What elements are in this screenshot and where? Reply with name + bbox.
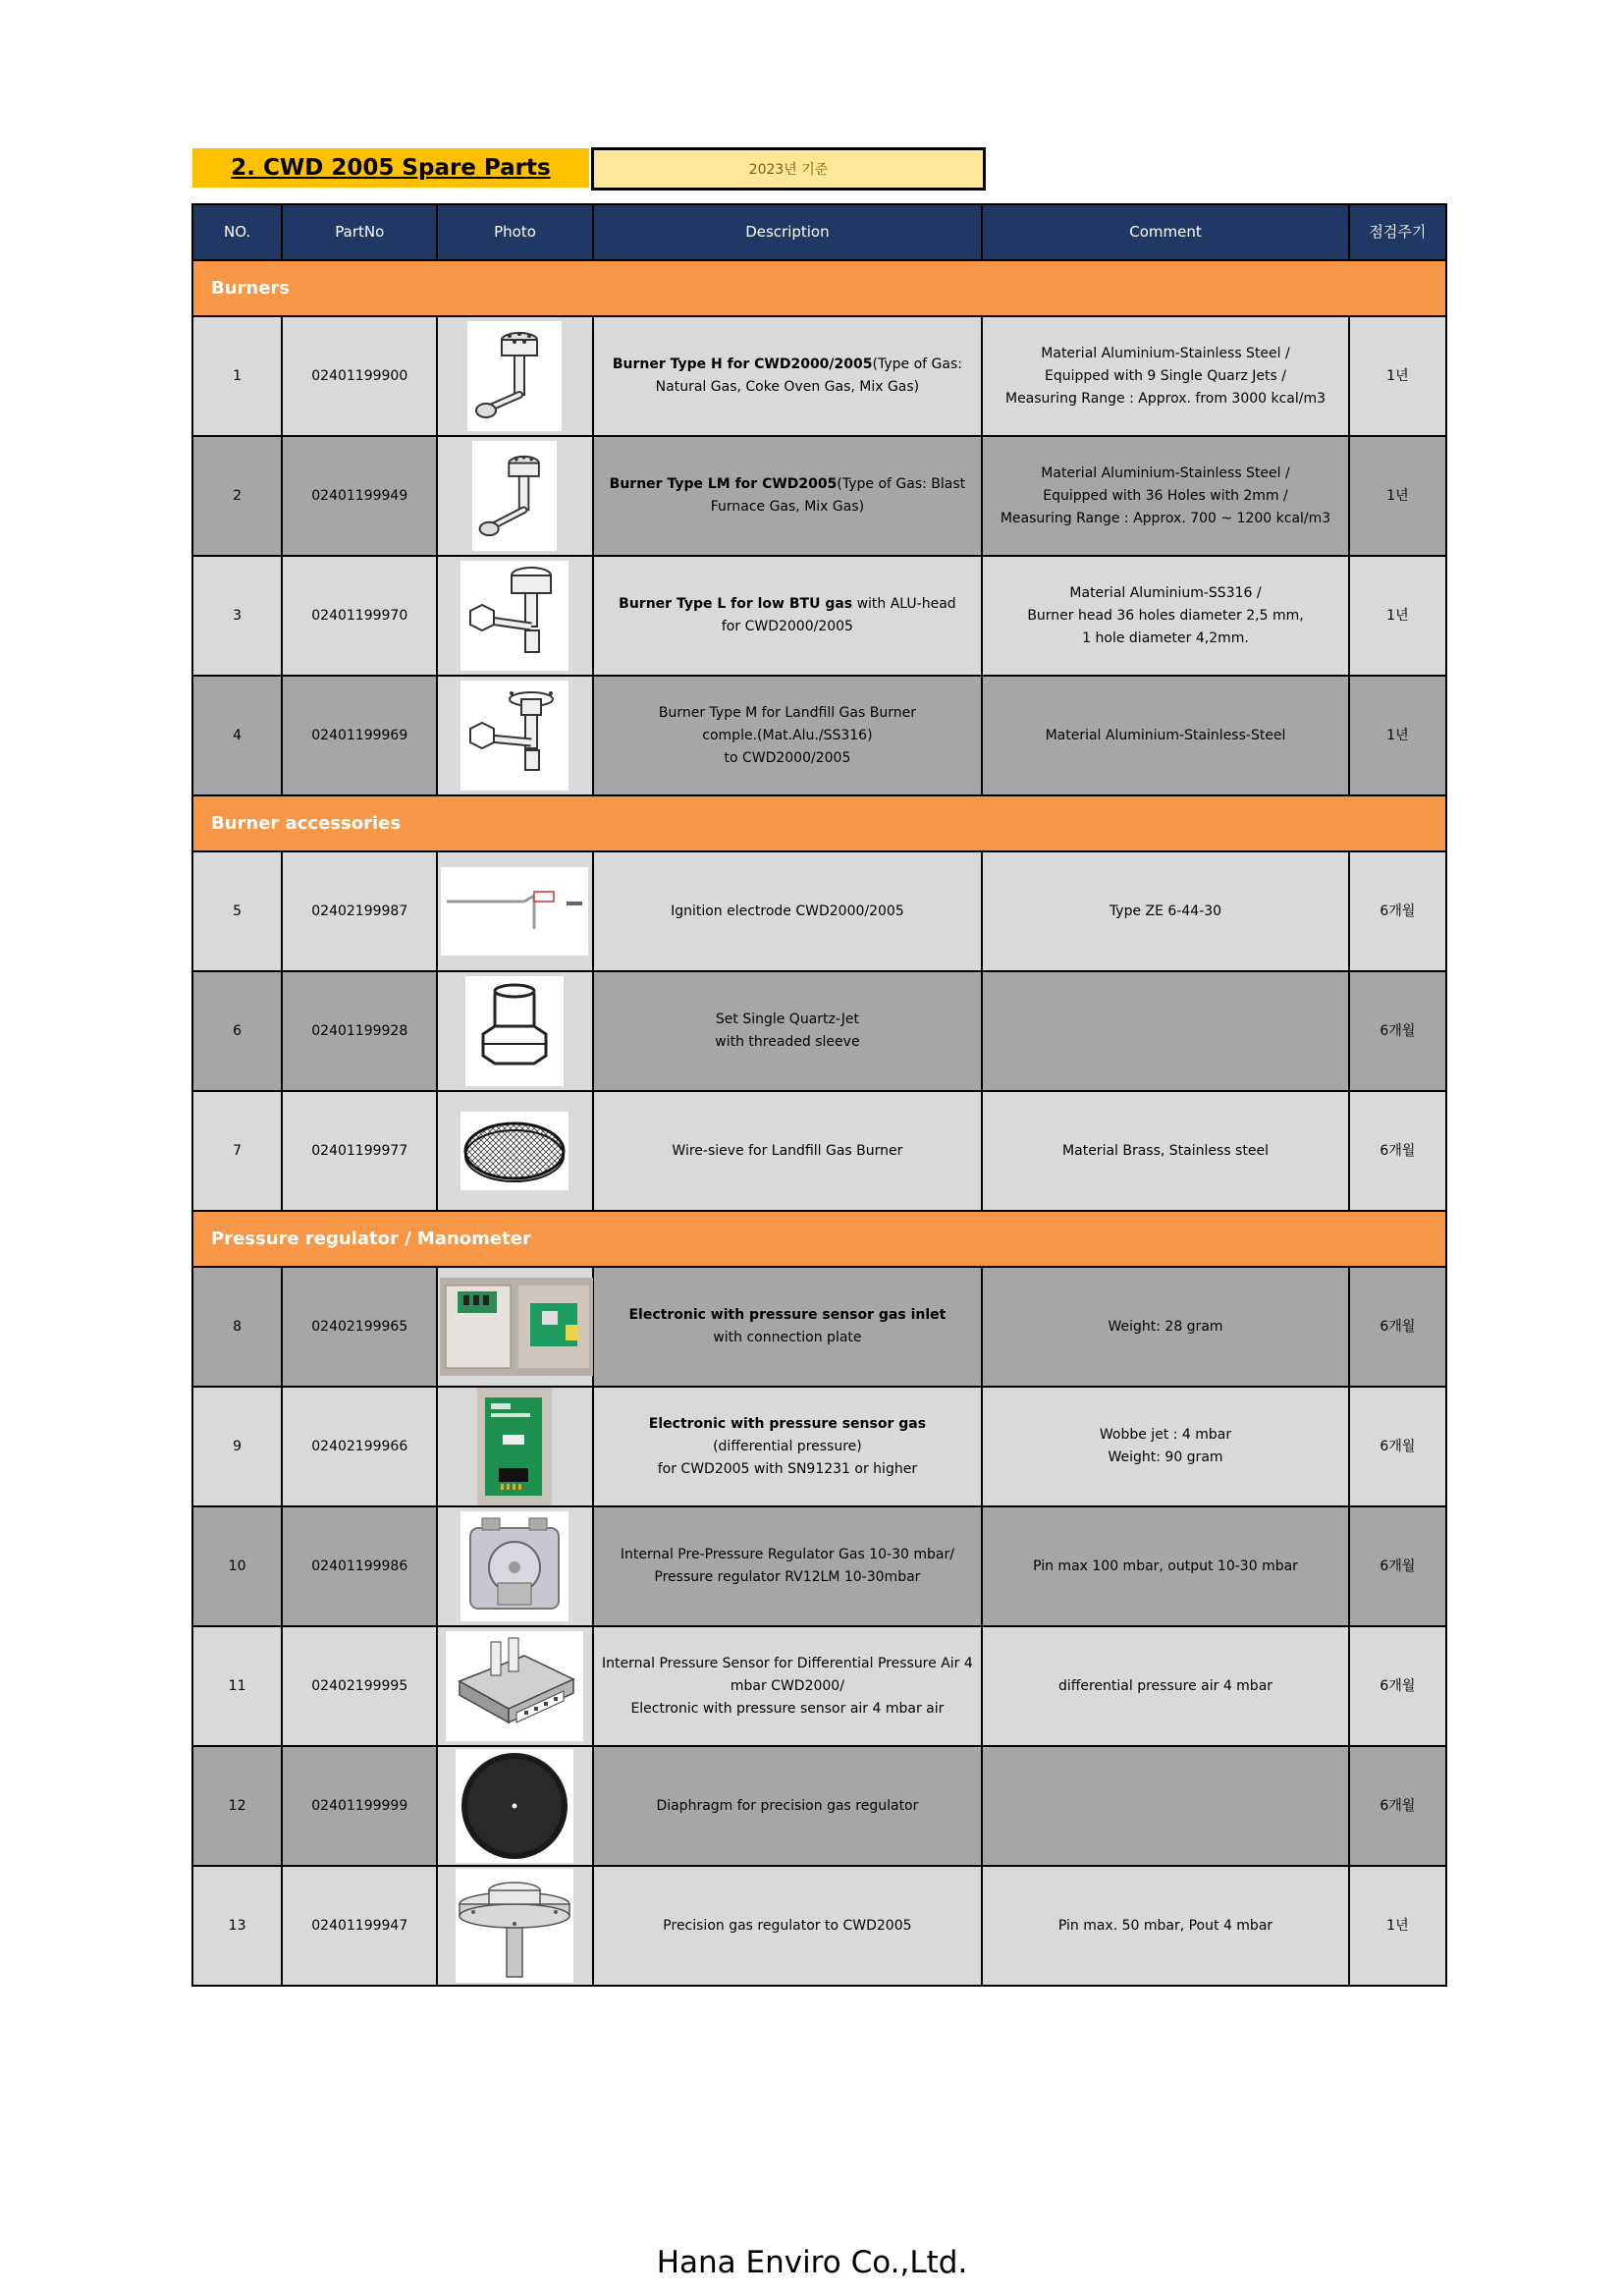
table-row: [192, 676, 1446, 795]
quartz-jet-icon: [465, 976, 564, 1086]
item-description: [593, 1746, 983, 1866]
item-no: 1: [192, 316, 282, 436]
item-no: 3: [192, 556, 282, 676]
item-comment: Material Aluminium-Stainless Steel / Equipped with 36 Holes with 2mm / Measuring Range : Approx. 700 ~ 1200 kcal/m3: [982, 436, 1349, 556]
category-label: Burners: [192, 260, 1446, 316]
item-description: [593, 1506, 983, 1626]
item-part-no: 02401199949: [282, 436, 437, 556]
item-interval: 6개월: [1349, 1626, 1446, 1746]
burner-lm-icon: [472, 441, 557, 551]
item-photo: [437, 1091, 592, 1211]
item-photo: [437, 676, 592, 795]
description-text: Precision gas regulator to CWD2005: [663, 1917, 912, 1934]
item-no: 8: [192, 1267, 282, 1387]
category-row-burners: [192, 260, 1446, 316]
pressure-regulator-icon: [460, 1511, 568, 1621]
item-part-no: 02402199987: [282, 851, 437, 971]
item-interval: 6개월: [1349, 1746, 1446, 1866]
table-row: [192, 1866, 1446, 1986]
item-interval: 1년: [1349, 436, 1446, 556]
item-description: [593, 316, 983, 436]
item-part-no: 02401199977: [282, 1091, 437, 1211]
table-row: [192, 971, 1446, 1091]
item-comment: Pin max 100 mbar, output 10-30 mbar: [982, 1506, 1349, 1626]
item-photo: [437, 851, 592, 971]
category-row-burner-accessories: [192, 795, 1446, 851]
item-photo: [437, 1267, 592, 1387]
item-no: 6: [192, 971, 282, 1091]
item-part-no: 02401199999: [282, 1746, 437, 1866]
col-header-interval: 점검주기: [1349, 204, 1446, 260]
item-comment: Type ZE 6-44-30: [982, 851, 1349, 971]
item-part-no: 02401199986: [282, 1506, 437, 1626]
pressure-sensor-icon: [446, 1631, 583, 1741]
table-row: [192, 1387, 1446, 1506]
table-row: [192, 1746, 1446, 1866]
spare-parts-table: [191, 203, 1447, 1987]
col-header-no: NO.: [192, 204, 282, 260]
col-header-partno: PartNo: [282, 204, 437, 260]
item-interval: 6개월: [1349, 1387, 1446, 1506]
item-comment: [982, 971, 1349, 1091]
item-part-no: 02402199966: [282, 1387, 437, 1506]
table-row: [192, 1626, 1446, 1746]
item-interval: 1년: [1349, 1866, 1446, 1986]
description-text: Diaphragm for precision gas regulator: [656, 1797, 919, 1814]
description-text: with connection plate: [713, 1330, 862, 1345]
item-part-no: 02401199970: [282, 556, 437, 676]
table-row: [192, 316, 1446, 436]
precision-regulator-icon: [456, 1869, 573, 1983]
item-description: [593, 1091, 983, 1211]
page-title: 2. CWD 2005 Spare Parts: [231, 155, 551, 181]
item-comment: Material Aluminium-SS316 / Burner head 36 holes diameter 2,5 mm, 1 hole diameter 4,2mm.: [982, 556, 1349, 676]
description-bold: Burner Type L for low BTU gas: [619, 596, 853, 612]
item-comment: Material Aluminium-Stainless Steel / Equipped with 9 Single Quarz Jets / Measuring Range : Approx. from 3000 kcal/m3: [982, 316, 1349, 436]
description-text: Set Single Quartz-Jet with threaded sleeve: [715, 1011, 860, 1050]
circuit-board-icon: [477, 1389, 552, 1504]
description-text: Internal Pressure Sensor for Differential Pressure Air 4 mbar CWD2000/ Electronic with pressure sensor air 4 mbar air: [602, 1655, 973, 1717]
item-photo: [437, 1506, 592, 1626]
item-photo: [437, 1626, 592, 1746]
item-comment: Pin max. 50 mbar, Pout 4 mbar: [982, 1866, 1349, 1986]
category-label: Burner accessories: [192, 795, 1446, 851]
burner-l-icon: [460, 561, 568, 671]
item-interval: 1년: [1349, 316, 1446, 436]
item-part-no: 02401199928: [282, 971, 437, 1091]
title-box: [192, 148, 589, 188]
item-photo: [437, 1746, 592, 1866]
table-header-row: [192, 204, 1446, 260]
description-text: Internal Pre-Pressure Regulator Gas 10-30 mbar/ Pressure regulator RV12LM 10-30mbar: [620, 1547, 954, 1585]
table-row: [192, 851, 1446, 971]
table-row: [192, 1267, 1446, 1387]
table-row: [192, 436, 1446, 556]
item-comment: [982, 1746, 1349, 1866]
item-no: 2: [192, 436, 282, 556]
item-part-no: 02402199965: [282, 1267, 437, 1387]
description-text: (differential pressure) for CWD2005 with SN91231 or higher: [657, 1438, 918, 1477]
description-text: Ignition electrode CWD2000/2005: [671, 902, 904, 919]
diaphragm-icon: [456, 1749, 573, 1863]
item-photo: [437, 1866, 592, 1986]
col-header-description: Description: [593, 204, 983, 260]
category-label: Pressure regulator / Manometer: [192, 1211, 1446, 1267]
item-interval: 6개월: [1349, 1091, 1446, 1211]
item-photo: [437, 436, 592, 556]
item-description: [593, 1866, 983, 1986]
item-description: [593, 1267, 983, 1387]
pressure-sensor-board-icon: [440, 1278, 593, 1376]
item-no: 11: [192, 1626, 282, 1746]
item-comment: Weight: 28 gram: [982, 1267, 1349, 1387]
burner-m-icon: [460, 681, 568, 791]
item-description: [593, 971, 983, 1091]
item-interval: 6개월: [1349, 971, 1446, 1091]
item-description: [593, 436, 983, 556]
year-note: 2023년 기준: [591, 147, 986, 191]
footer-company: Hana Enviro Co.,Ltd.: [656, 2245, 968, 2280]
item-photo: [437, 556, 592, 676]
description-bold: Burner Type LM for CWD2005: [609, 476, 838, 492]
table-row: [192, 556, 1446, 676]
description-text: (Type of Gas: Blast Furnace Gas, Mix Gas): [710, 476, 966, 515]
item-no: 5: [192, 851, 282, 971]
item-description: [593, 1626, 983, 1746]
item-no: 9: [192, 1387, 282, 1506]
item-comment: Material Brass, Stainless steel: [982, 1091, 1349, 1211]
description-bold: Burner Type H for CWD2000/2005: [612, 356, 873, 372]
description-bold: Electronic with pressure sensor gas inlet: [628, 1307, 947, 1323]
ignition-electrode-icon: [441, 867, 588, 956]
description-text: with ALU-head for CWD2000/2005: [721, 596, 956, 634]
item-no: 13: [192, 1866, 282, 1986]
item-photo: [437, 316, 592, 436]
item-comment: differential pressure air 4 mbar: [982, 1626, 1349, 1746]
item-photo: [437, 1387, 592, 1506]
item-photo: [437, 971, 592, 1091]
description-text: Burner Type M for Landfill Gas Burner comple.(Mat.Alu./SS316) to CWD2000/2005: [658, 704, 916, 766]
item-comment: Material Aluminium-Stainless-Steel: [982, 676, 1349, 795]
col-header-photo: Photo: [437, 204, 592, 260]
item-no: 4: [192, 676, 282, 795]
item-no: 7: [192, 1091, 282, 1211]
table-row: [192, 1091, 1446, 1211]
item-interval: 1년: [1349, 676, 1446, 795]
item-part-no: 02401199900: [282, 316, 437, 436]
category-row-pressure: [192, 1211, 1446, 1267]
item-part-no: 02402199995: [282, 1626, 437, 1746]
description-text: (Type of Gas: Natural Gas, Coke Oven Gas, Mix Gas): [655, 356, 962, 395]
item-part-no: 02401199969: [282, 676, 437, 795]
item-description: [593, 556, 983, 676]
description-bold: Electronic with pressure sensor gas: [648, 1415, 927, 1432]
wire-sieve-icon: [460, 1112, 568, 1190]
item-description: [593, 1387, 983, 1506]
item-description: [593, 851, 983, 971]
item-part-no: 02401199947: [282, 1866, 437, 1986]
item-no: 10: [192, 1506, 282, 1626]
description-text: Wire-sieve for Landfill Gas Burner: [672, 1142, 903, 1159]
item-comment: Wobbe jet : 4 mbar Weight: 90 gram: [982, 1387, 1349, 1506]
item-interval: 1년: [1349, 556, 1446, 676]
item-interval: 6개월: [1349, 1506, 1446, 1626]
item-interval: 6개월: [1349, 1267, 1446, 1387]
item-no: 12: [192, 1746, 282, 1866]
table-row: [192, 1506, 1446, 1626]
burner-h-icon: [467, 321, 562, 431]
col-header-comment: Comment: [982, 204, 1349, 260]
item-interval: 6개월: [1349, 851, 1446, 971]
item-description: [593, 676, 983, 795]
